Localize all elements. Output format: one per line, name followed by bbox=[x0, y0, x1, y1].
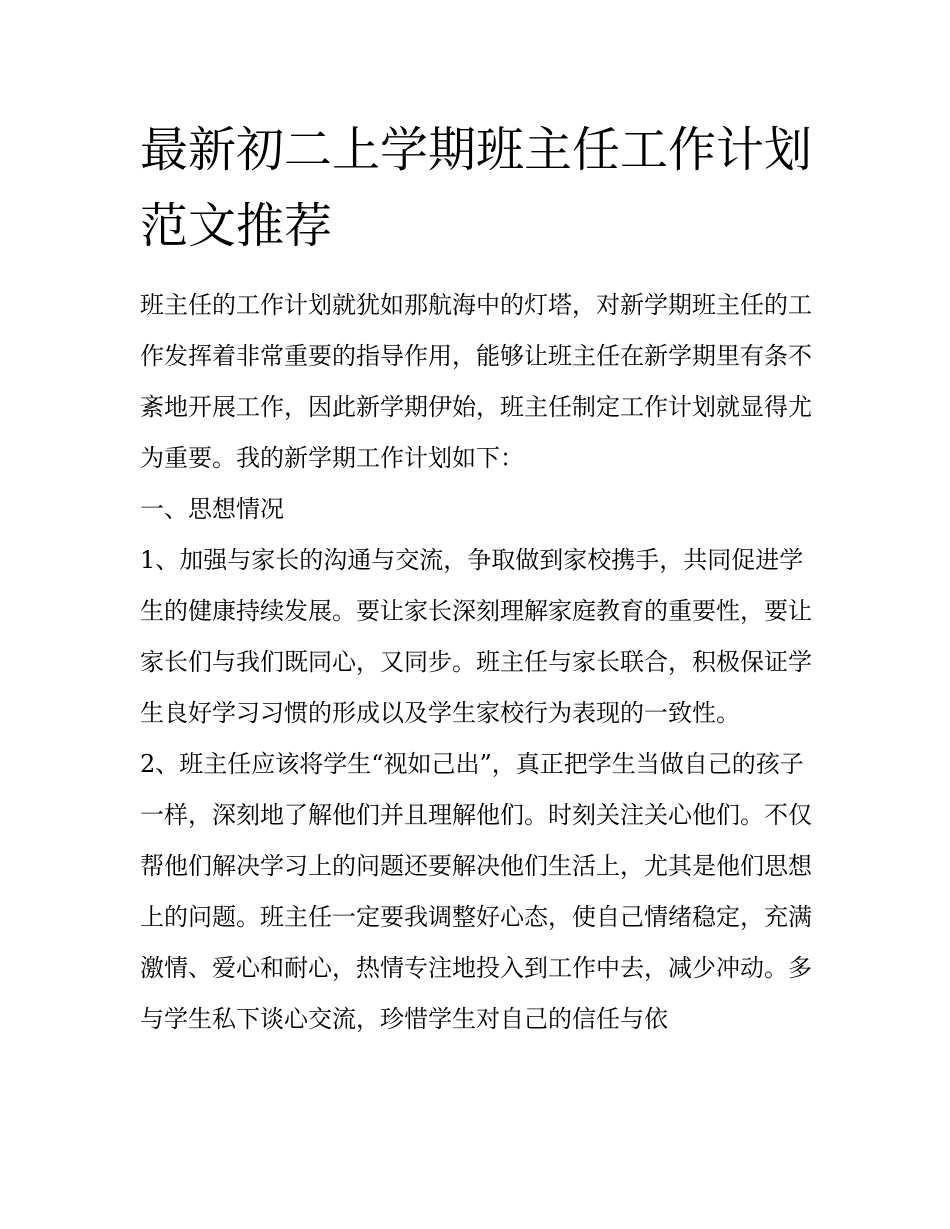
document-title: 最新初二上学期班主任工作计划范文推荐 bbox=[140, 122, 813, 254]
body-paragraph: 2、班主任应该将学生“视如己出”，真正把学生当做自己的孩子一样，深刻地了解他们并且理解他们。时刻关注关心他们。不仅帮他们解决学习上的问题还要解决他们生活上，尤其是他们思想上的问题。班主任一定要我调整好心态，使自己情绪稳定，充满激情、爱心和耐心，热情专注地投入到工作中去，减少冲动。多与学生私下谈心交流，珍惜学生对自己的信任与依 bbox=[140, 750, 812, 1033]
body-paragraph: 1、加强与家长的沟通与交流，争取做到家校携手，共同促进学生的健康持续发展。要让家长深刻理解家庭教育的重要性，要让家长们与我们既同心，又同步。班主任与家长联合，积极保证学生良好学习习惯的形成以及学生家校行为表现的一致性。 bbox=[140, 546, 812, 727]
intro-paragraph: 班主任的工作计划就犹如那航海中的灯塔，对新学期班主任的工作发挥着非常重要的指导作用，能够让班主任在新学期里有条不紊地开展工作，因此新学期伊始，班主任制定工作计划就显得尤为重要。我的新学期工作计划如下： bbox=[140, 291, 812, 472]
section-heading: 一、思想情况 bbox=[140, 495, 284, 523]
document-body bbox=[140, 280, 820, 1045]
